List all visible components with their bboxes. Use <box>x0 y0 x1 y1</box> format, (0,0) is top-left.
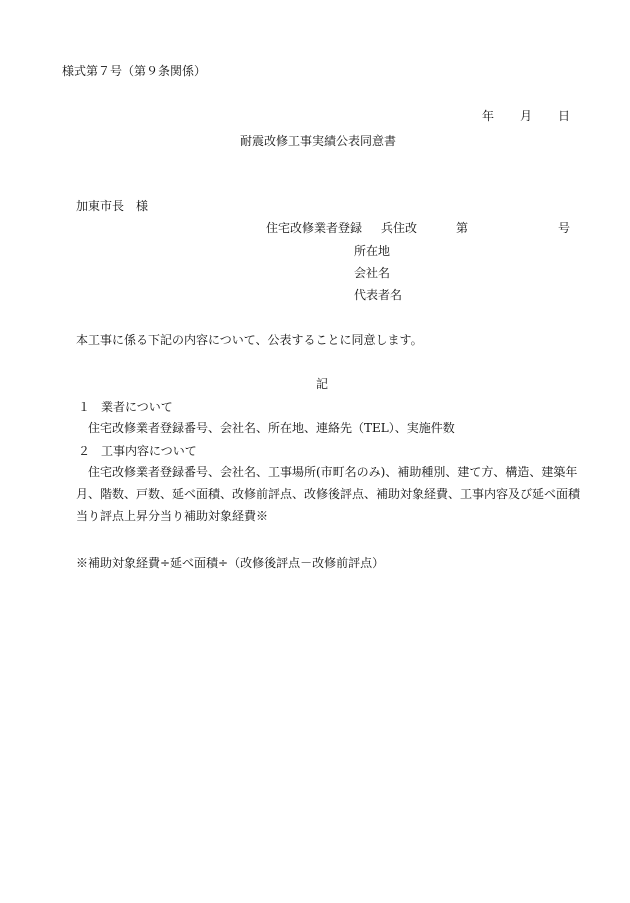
item-body: 住宅改修業者登録番号、会社名、工事場所(市町名のみ)、補助種別、建て方、構造、建築年月、階数、戸数、延べ面積、改修前評点、改修後評点、補助対象経費、工事内容及び延べ面積当り評点上昇分当り補助対象経費※ <box>76 465 581 523</box>
ki-heading: 記 <box>316 377 329 391</box>
consent-statement: 本工事に係る下記の内容について、公表することに同意します。 <box>76 333 423 347</box>
registration-go: 号 <box>558 221 571 235</box>
representative-label: 代表者名 <box>354 288 403 302</box>
registration-label: 住宅改修業者登録 <box>266 221 363 235</box>
document-title: 耐震改修工事実績公表同意書 <box>240 134 397 148</box>
registration-dai: 第 <box>456 221 469 235</box>
registration-prefix: 兵住改 <box>381 221 418 235</box>
item-number: ２ <box>78 444 91 458</box>
item-number: １ <box>78 400 91 414</box>
addressee: 加東市長 様 <box>76 199 149 213</box>
company-label: 会社名 <box>354 266 391 280</box>
item-body: 住宅改修業者登録番号、会社名、所在地、連絡先（TEL）、実施件数 <box>88 421 455 435</box>
date-year-label: 年 <box>482 109 495 123</box>
item-heading: 工事内容について <box>101 444 197 458</box>
date-day-label: 日 <box>558 109 571 123</box>
form-number: 様式第７号（第９条関係） <box>62 64 207 78</box>
footnote: ※補助対象経費÷延べ面積÷（改修後評点－改修前評点） <box>76 556 385 570</box>
date-month-label: 月 <box>520 109 533 123</box>
item-heading: 業者について <box>101 400 173 414</box>
address-label: 所在地 <box>354 244 391 258</box>
